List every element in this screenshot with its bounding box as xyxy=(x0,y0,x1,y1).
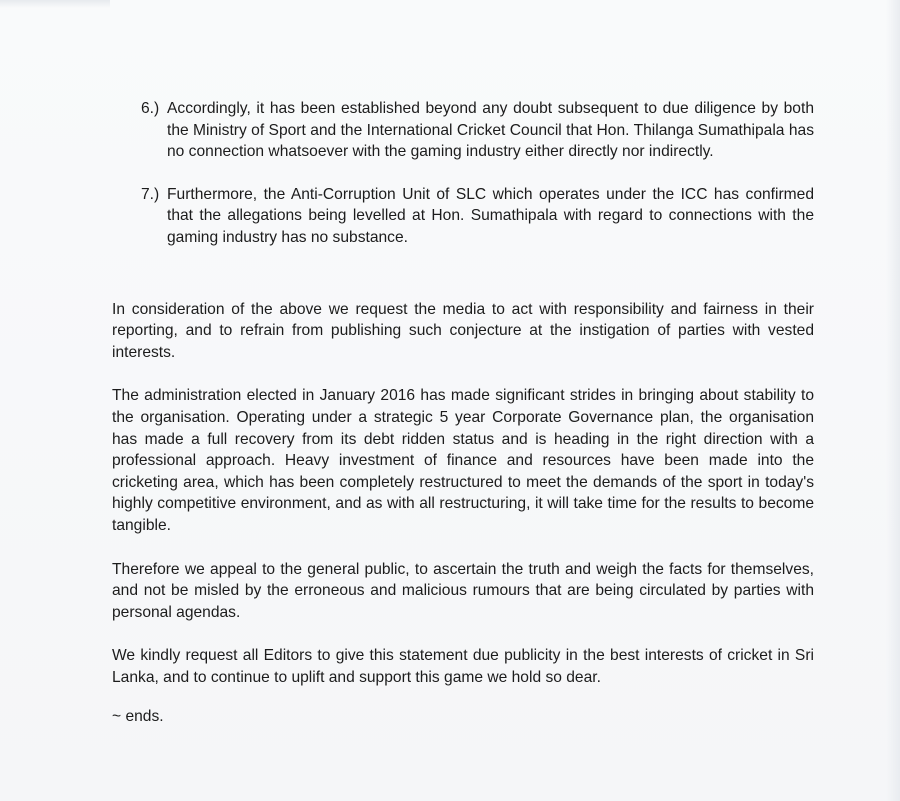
paragraph-media-request: In consideration of the above we request the media to act with responsibility and fairness in their reporting, and to refrain from publishing such conjecture at the instigation of parties with vested interests. xyxy=(112,300,814,361)
page-corner-shadow xyxy=(0,0,110,8)
statement-body xyxy=(112,98,814,728)
paragraph-public-appeal: Therefore we appeal to the general public, to ascertain the truth and weigh the facts for themselves, and not be misled by the erroneous and malicious rumours that are being circulated by parties with personal agendas. xyxy=(112,560,814,621)
numbered-item-7 xyxy=(112,184,814,249)
paragraph-editors-request: We kindly request all Editors to give this statement due publicity in the best interests of cricket in Sri Lanka, and to continue to uplift and support this game we hold so dear. xyxy=(112,647,814,686)
numbered-item-6 xyxy=(112,98,814,163)
closing-ends: ~ ends. xyxy=(112,708,164,726)
item-number: 7.) xyxy=(141,185,160,203)
page-edge-shadow xyxy=(886,0,900,801)
item-text: Furthermore, the Anti-Corruption Unit of SLC which operates under the ICC has confirmed that the allegations being levelled at Hon. Sumathipala with regard to connections with the gaming industry has no substance. xyxy=(167,185,814,246)
item-text: Accordingly, it has been established beyond any doubt subsequent to due diligence by both the Ministry of Sport and the International Cricket Council that Hon. Thilanga Sumathipala has no connection whatsoever with the gaming industry either directly nor indirectly. xyxy=(167,100,814,161)
paragraph-administration: The administration elected in January 2016 has made significant strides in bringing about stability to the organisation. Operating under a strategic 5 year Corporate Governance plan, the organisation has made a full recovery from its debt ridden status and is heading in the right direction with a professional approach. Heavy investment of finance and resources have been made into the cricketing area, which has been completely restructured to meet the demands of the sport in today's highly competitive environment, and as with all restructuring, it will take time for the results to become tangible. xyxy=(112,387,814,534)
item-number: 6.) xyxy=(141,100,160,117)
